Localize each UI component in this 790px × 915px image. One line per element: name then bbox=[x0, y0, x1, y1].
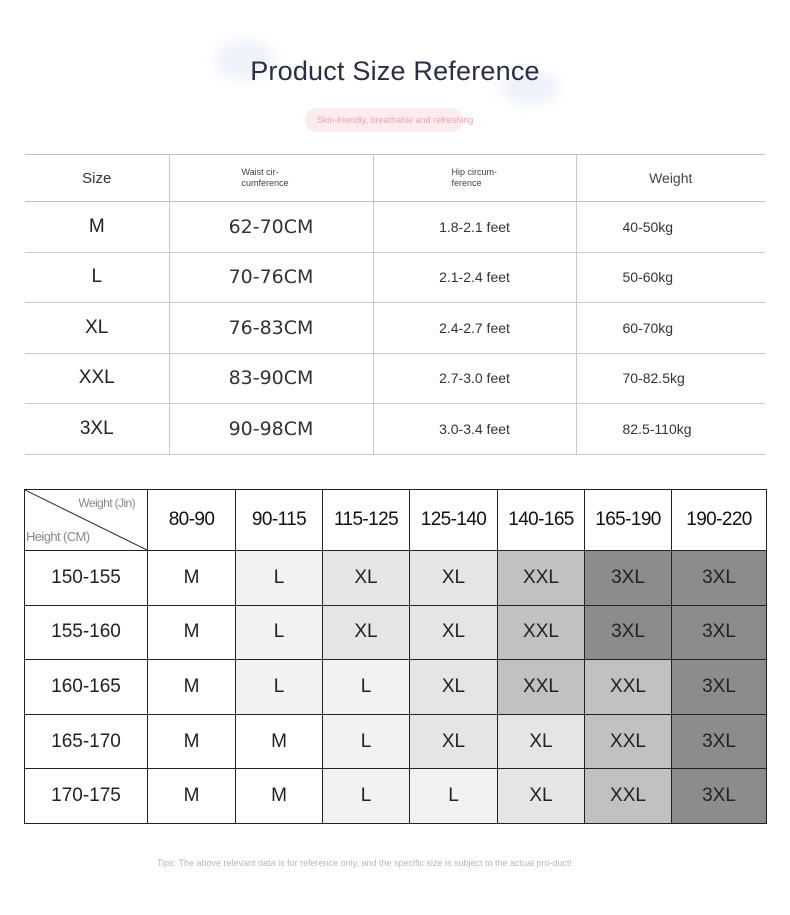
size-cell-hip: 2.7-3.0 feet bbox=[373, 353, 576, 404]
size-recommendation-cell: M bbox=[148, 605, 236, 660]
size-recommendation-cell: XL bbox=[410, 660, 498, 715]
size-cell-size: L bbox=[25, 252, 169, 303]
size-recommendation-cell: XL bbox=[323, 605, 410, 660]
size-recommendation-cell: XXL bbox=[498, 605, 585, 660]
height-header: 170-175 bbox=[25, 769, 148, 824]
chart-row bbox=[25, 714, 767, 769]
size-recommendation-cell: XXL bbox=[585, 769, 672, 824]
page-subtitle: Skin-friendly, breathable and refreshing bbox=[316, 115, 474, 125]
weight-header: 125-140 bbox=[410, 490, 498, 551]
size-cell-waist: 76-83CM bbox=[169, 303, 373, 354]
size-cell-weight: 50-60kg bbox=[576, 252, 765, 303]
size-recommendation-cell: L bbox=[236, 551, 323, 606]
chart-corner-cell bbox=[25, 490, 148, 551]
size-recommendation-cell: L bbox=[236, 605, 323, 660]
size-cell-hip: 3.0-3.4 feet bbox=[373, 404, 576, 455]
size-cell-size: M bbox=[25, 202, 169, 253]
weight-header: 90-115 bbox=[236, 490, 323, 551]
size-cell-size: 3XL bbox=[25, 404, 169, 455]
chart-row bbox=[25, 769, 767, 824]
height-header: 160-165 bbox=[25, 660, 148, 715]
size-recommendation-cell: XXL bbox=[498, 660, 585, 715]
size-cell-waist: 70-76CM bbox=[169, 252, 373, 303]
size-recommendation-cell: M bbox=[236, 714, 323, 769]
size-chart-table bbox=[24, 489, 767, 824]
size-cell-size: XXL bbox=[25, 353, 169, 404]
weight-header: 80-90 bbox=[148, 490, 236, 551]
height-header: 150-155 bbox=[25, 551, 148, 606]
size-recommendation-cell: 3XL bbox=[672, 769, 767, 824]
size-row bbox=[25, 303, 765, 354]
size-cell-hip: 1.8-2.1 feet bbox=[373, 202, 576, 253]
size-cell-waist: 62-70CM bbox=[169, 202, 373, 253]
size-recommendation-cell: M bbox=[236, 769, 323, 824]
size-recommendation-cell: M bbox=[148, 660, 236, 715]
size-recommendation-cell: XL bbox=[323, 551, 410, 606]
size-recommendation-cell: M bbox=[148, 551, 236, 606]
chart-row bbox=[25, 605, 767, 660]
size-reference-table bbox=[25, 154, 765, 455]
size-row bbox=[25, 404, 765, 455]
size-recommendation-cell: M bbox=[148, 714, 236, 769]
chart-row bbox=[25, 551, 767, 606]
size-cell-weight: 70-82.5kg bbox=[576, 353, 765, 404]
height-header: 155-160 bbox=[25, 605, 148, 660]
header-waist bbox=[169, 155, 373, 202]
weight-header: 190-220 bbox=[672, 490, 767, 551]
size-cell-weight: 60-70kg bbox=[576, 303, 765, 354]
size-recommendation-cell: L bbox=[323, 660, 410, 715]
size-recommendation-cell: M bbox=[148, 769, 236, 824]
size-recommendation-cell: XL bbox=[498, 714, 585, 769]
size-recommendation-cell: 3XL bbox=[585, 605, 672, 660]
size-cell-size: XL bbox=[25, 303, 169, 354]
chart-header-row bbox=[25, 490, 767, 551]
size-cell-weight: 40-50kg bbox=[576, 202, 765, 253]
size-recommendation-cell: XXL bbox=[585, 714, 672, 769]
size-recommendation-cell: 3XL bbox=[585, 551, 672, 606]
size-recommendation-cell: XL bbox=[410, 605, 498, 660]
weight-header: 140-165 bbox=[498, 490, 585, 551]
size-recommendation-cell: XL bbox=[498, 769, 585, 824]
corner-weight-label: Weight (Jin) bbox=[78, 496, 135, 510]
size-recommendation-cell: L bbox=[236, 660, 323, 715]
size-recommendation-cell: 3XL bbox=[672, 660, 767, 715]
size-table-header bbox=[25, 155, 765, 202]
page-title: Product Size Reference bbox=[250, 56, 540, 86]
header-waist-label: Waist cir-cumference bbox=[241, 167, 289, 188]
size-row bbox=[25, 252, 765, 303]
header-hip bbox=[373, 155, 576, 202]
corner-height-label: Height (CM) bbox=[26, 529, 90, 544]
size-recommendation-cell: L bbox=[410, 769, 498, 824]
size-recommendation-cell: 3XL bbox=[672, 551, 767, 606]
size-cell-waist: 90-98CM bbox=[169, 404, 373, 455]
size-recommendation-cell: 3XL bbox=[672, 714, 767, 769]
chart-row bbox=[25, 660, 767, 715]
weight-header: 165-190 bbox=[585, 490, 672, 551]
size-cell-hip: 2.4-2.7 feet bbox=[373, 303, 576, 354]
size-cell-waist: 83-90CM bbox=[169, 353, 373, 404]
size-recommendation-cell: L bbox=[323, 769, 410, 824]
size-cell-hip: 2.1-2.4 feet bbox=[373, 252, 576, 303]
height-header: 165-170 bbox=[25, 714, 148, 769]
size-recommendation-cell: XL bbox=[410, 714, 498, 769]
header-hip-label: Hip circum-ference bbox=[451, 167, 498, 188]
tips-note: Tips: The above relevant data is for reference only, and the specific size is subject to the actual pro-duct! bbox=[157, 858, 573, 868]
header-size: Size bbox=[25, 155, 169, 202]
size-row bbox=[25, 353, 765, 404]
size-recommendation-cell: XXL bbox=[498, 551, 585, 606]
size-row bbox=[25, 202, 765, 253]
size-recommendation-cell: XL bbox=[410, 551, 498, 606]
weight-header: 115-125 bbox=[323, 490, 410, 551]
header-weight: Weight bbox=[576, 155, 765, 202]
size-recommendation-cell: 3XL bbox=[672, 605, 767, 660]
size-cell-weight: 82.5-110kg bbox=[576, 404, 765, 455]
size-recommendation-cell: L bbox=[323, 714, 410, 769]
size-recommendation-cell: XXL bbox=[585, 660, 672, 715]
